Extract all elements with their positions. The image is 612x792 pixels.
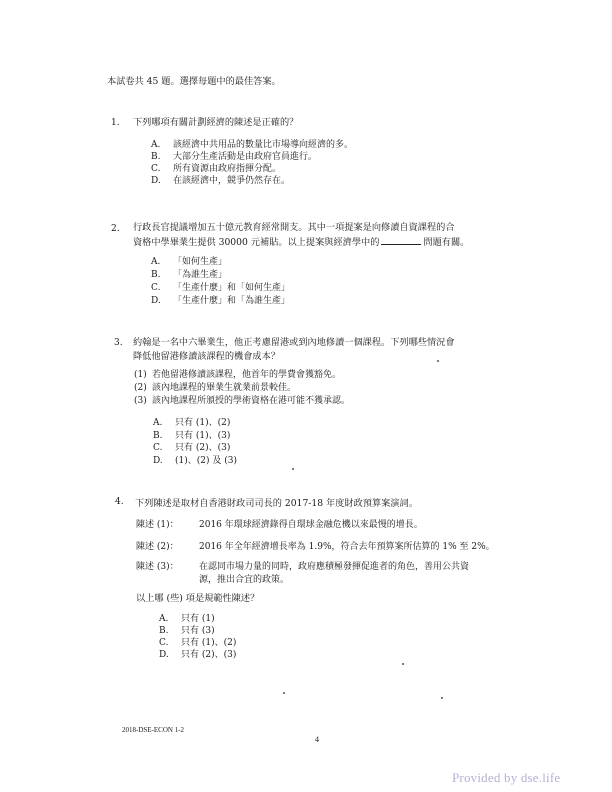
option-letter: C. — [153, 443, 163, 453]
question-4-option-a — [159, 614, 215, 625]
option-letter: B. — [151, 152, 161, 162]
option-letter: D. — [153, 456, 163, 466]
option-letter: A. — [159, 614, 169, 624]
option-text: 在該經濟中，競爭仍然存在。 — [173, 176, 291, 186]
scan-speck — [437, 360, 439, 362]
paper-code: 2018-DSE-ECON 1-2 — [122, 726, 185, 734]
question-3-option-c — [153, 443, 230, 454]
question-4-number: 4. — [115, 497, 124, 507]
instruction-text: 本試卷共 45 題。選擇每題中的最佳答案。 — [107, 76, 281, 87]
question-3-number: 3. — [114, 338, 123, 348]
question-4-statement-3-line-1: 在認同市場力量的同時，政府應積極發揮促進者的角色，善用公共資 — [199, 562, 470, 572]
option-text: (1)、(2) 及 (3) — [175, 456, 237, 466]
question-3-statement-1 — [134, 370, 341, 381]
question-2-option-a — [151, 257, 227, 268]
statement-label: (1) — [134, 370, 147, 380]
question-3-statement-3 — [134, 396, 350, 407]
question-4-statement-3-line-2: 源，推出合宜的政策。 — [199, 575, 290, 585]
question-4-option-c — [159, 638, 236, 649]
question-3-stem-line-2: 降低他留港修讀該課程的機會成本？ — [133, 351, 280, 362]
option-text: 只有 (3) — [181, 626, 215, 636]
question-2-stem-line-2: 資格中學畢業生提供 30000 元補貼。以上提案與經濟學中的 問題有關。 — [133, 237, 470, 248]
option-text: 該經濟中共用品的數量比市場導向經濟的多。 — [173, 140, 354, 150]
question-3-stem-line-1: 約翰是一名中六畢業生，他正考慮留港或到內地修讀一個課程。下列哪些情況會 — [133, 337, 455, 348]
question-4-option-b — [159, 626, 215, 637]
question-2-option-c — [151, 283, 290, 294]
question-4-option-d — [159, 650, 236, 661]
option-letter: A. — [151, 140, 161, 150]
option-text: 大部分生產活動是由政府官員進行。 — [173, 152, 318, 162]
question-2-stem-line-1: 行政長官提議增加五十億元教育經常開支。其中一項提案是向修讀自資課程的合 — [133, 222, 455, 233]
answer-blank — [381, 236, 421, 245]
scan-speck — [402, 663, 404, 665]
option-text: 「生產什麼」和「為誰生產」 — [173, 296, 291, 306]
option-letter: B. — [153, 431, 163, 441]
option-letter: B. — [159, 626, 169, 636]
statement-text: 若他留港修讀該課程，他首年的學費會獲豁免。 — [152, 370, 342, 380]
option-letter: B. — [151, 270, 161, 280]
option-letter: A. — [151, 257, 161, 267]
scan-speck — [283, 692, 285, 694]
option-text: 「為誰生產」 — [173, 270, 228, 280]
question-2-option-b — [151, 270, 227, 281]
statement-label: (3) — [134, 396, 147, 406]
watermark-text: Provided by dse.life — [452, 770, 561, 785]
option-letter: C. — [151, 164, 161, 174]
option-letter: D. — [159, 650, 169, 660]
question-4-statement-1-text: 2016 年環球經濟錄得自環球金融危機以來最慢的增長。 — [199, 520, 423, 530]
question-1-option-a — [151, 140, 353, 151]
question-1-stem: 下列哪項有關計劃經濟的陳述是正確的？ — [133, 117, 299, 128]
question-4-statement-2-text: 2016 年全年經濟增長率為 1.9%，符合去年預算案所估算的 1% 至 2%。 — [199, 542, 495, 552]
option-text: 所有資源由政府指揮分配。 — [173, 164, 282, 174]
option-letter: C. — [151, 283, 161, 293]
question-2-number: 2. — [111, 224, 120, 234]
option-letter: C. — [159, 638, 169, 648]
option-letter: D. — [151, 176, 161, 186]
question-4-statement-2-label: 陳述 (2)： — [136, 542, 179, 552]
option-text: 只有 (1)、(2) — [175, 418, 231, 428]
question-2-option-d — [151, 296, 290, 307]
option-text: 「如何生產」 — [173, 257, 228, 267]
question-1-option-b — [151, 152, 317, 163]
statement-text: 該內地課程的畢業生就業前景較佳。 — [152, 383, 297, 393]
question-3-option-b — [153, 431, 230, 442]
question-1-option-d — [151, 176, 290, 187]
scan-speck — [441, 697, 443, 699]
question-4-statement-1-label: 陳述 (1)： — [136, 520, 179, 530]
option-text: 「生產什麼」和「如何生產」 — [173, 283, 291, 293]
question-4-stem: 下列陳述是取材自香港財政司司長的 2017-18 年度財政預算案演詞。 — [135, 498, 418, 509]
question-3-statement-2 — [134, 383, 296, 394]
option-text: 只有 (2)、(3) — [175, 443, 231, 453]
statement-text: 該內地課程所頒授的學術資格在港可能不獲承認。 — [152, 396, 351, 406]
option-text: 只有 (2)、(3) — [181, 650, 237, 660]
statement-label: (2) — [134, 383, 147, 393]
option-letter: A. — [153, 418, 163, 428]
option-letter: D. — [151, 296, 161, 306]
option-text: 只有 (1)、(2) — [181, 638, 237, 648]
option-text: 只有 (1)、(3) — [175, 431, 231, 441]
scan-speck — [292, 468, 294, 470]
question-1-option-c — [151, 164, 281, 175]
page-number: 4 — [315, 735, 319, 744]
question-4-follow-up: 以上哪 (些) 項是規範性陳述？ — [136, 593, 260, 604]
question-1-number: 1. — [111, 118, 120, 128]
question-4-statement-3-label: 陳述 (3)： — [136, 562, 179, 572]
question-3-option-d — [153, 456, 237, 467]
question-3-option-a — [153, 418, 230, 429]
option-text: 只有 (1) — [181, 614, 215, 624]
